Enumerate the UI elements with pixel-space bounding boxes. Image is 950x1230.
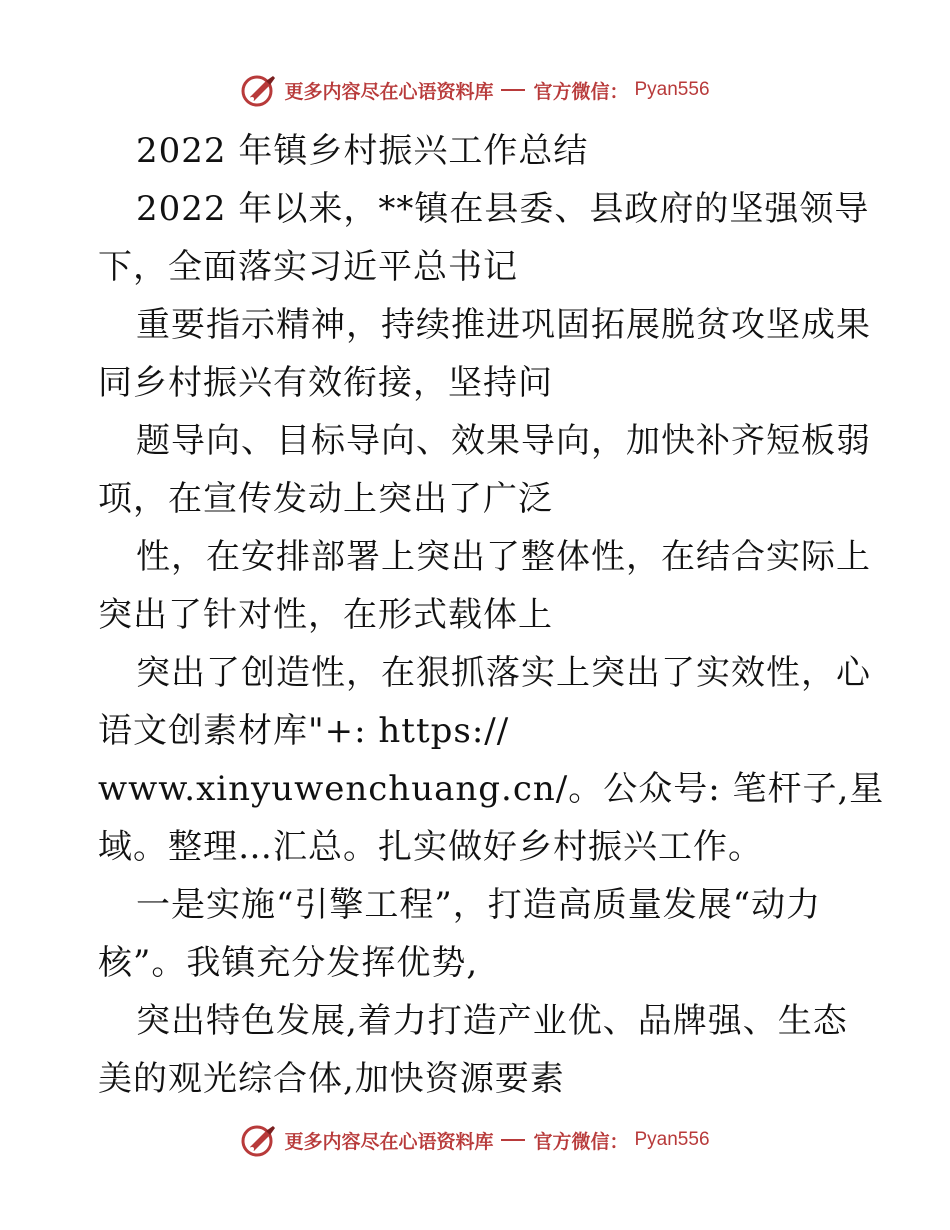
text-line: 美的观光综合体,加快资源要素 — [98, 1059, 565, 1099]
document-body — [98, 122, 885, 1108]
pen-logo-icon — [240, 73, 278, 107]
text-line: 语文创素材库"+: https:// — [98, 711, 510, 751]
text-line: 2022 年镇乡村振兴工作总结 — [136, 131, 589, 171]
text-line: 一是实施“引擎工程”，打造高质量发展“动力 — [136, 885, 822, 925]
banner-wechat-label: 官方微信： — [533, 1130, 629, 1153]
text-line: 2022 年以来，**镇在县委、县政府的坚强领导 — [136, 189, 870, 229]
text-line: 性，在安排部署上突出了整体性，在结合实际上 — [136, 537, 871, 577]
text-line: 题导向、目标导向、效果导向，加快补齐短板弱 — [136, 421, 871, 461]
text-line: www.xinyuwenchuang.cn/。公众号: 笔杆子,星 — [98, 769, 885, 809]
banner-slogan: 更多内容尽在心语资料库 — [284, 80, 494, 103]
text-line: 突出特色发展,着力打造产业优、品牌强、生态 — [136, 1001, 848, 1041]
text-line: 突出了针对性，在形式载体上 — [98, 595, 553, 635]
banner-dash — [501, 1139, 525, 1141]
text-line: 同乡村振兴有效衔接，坚持问 — [98, 363, 553, 403]
pen-logo-icon — [240, 1123, 278, 1157]
banner-wechat-label: 官方微信： — [533, 80, 629, 103]
footer-watermark-banner — [0, 1120, 950, 1160]
banner-wechat-handle: Pyan556 — [634, 1129, 710, 1150]
banner-wechat-handle: Pyan556 — [634, 79, 710, 100]
text-line: 域。整理…汇总。扎实做好乡村振兴工作。 — [98, 827, 763, 867]
text-line: 突出了创造性，在狠抓落实上突出了实效性，心 — [136, 653, 871, 693]
text-line: 下，全面落实习近平总书记 — [98, 247, 518, 287]
banner-dash — [501, 89, 525, 91]
header-watermark-banner — [0, 70, 950, 110]
text-line: 重要指示精神，持续推进巩固拓展脱贫攻坚成果 — [136, 305, 871, 345]
banner-slogan: 更多内容尽在心语资料库 — [284, 1130, 494, 1153]
text-line: 核”。我镇充分发挥优势, — [98, 943, 479, 983]
text-line: 项，在宣传发动上突出了广泛 — [98, 479, 553, 519]
